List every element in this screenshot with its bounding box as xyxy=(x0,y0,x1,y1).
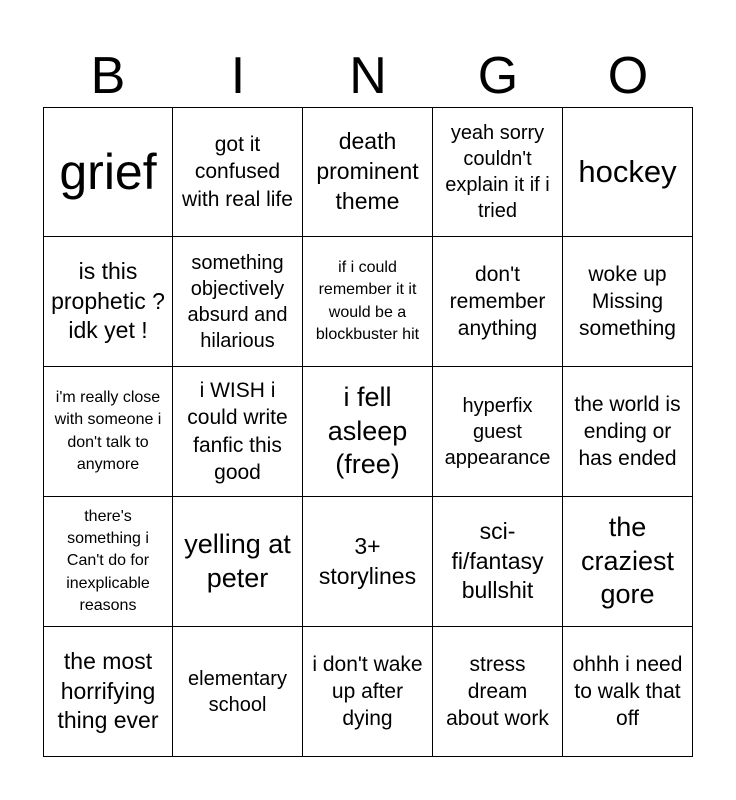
bingo-cell-n4[interactable] xyxy=(303,497,433,627)
bingo-cell-b1[interactable] xyxy=(43,107,173,237)
header-letter-g: G xyxy=(477,47,519,105)
cell-text: stress dream about work xyxy=(446,652,549,731)
cell-text: death prominent theme xyxy=(316,128,419,214)
bingo-cell-i5[interactable] xyxy=(173,627,303,757)
bingo-cell-o5[interactable] xyxy=(563,627,693,757)
cell-text: ohhh i need to walk that off xyxy=(572,652,683,731)
cell-text: 3+ storylines xyxy=(318,532,417,589)
cell-text: something objectively absurd and hilarious xyxy=(187,251,288,352)
bingo-cell-o1[interactable] xyxy=(563,107,693,237)
bingo-cell-b4[interactable] xyxy=(43,497,173,627)
bingo-cell-b5[interactable] xyxy=(43,627,173,757)
cell-text: woke up Missing something xyxy=(579,262,676,341)
bingo-cell-g2[interactable] xyxy=(433,237,563,367)
bingo-cell-b2[interactable] xyxy=(43,237,173,367)
cell-text: the most horrifying thing ever xyxy=(57,647,159,734)
bingo-cell-i2[interactable] xyxy=(173,237,303,367)
header-letter-b: B xyxy=(90,47,126,105)
bingo-cell-g1[interactable] xyxy=(433,107,563,237)
header-letter-o: O xyxy=(607,47,649,105)
cell-text: don't remember anything xyxy=(449,262,546,341)
cell-text: there's something i Can't do for inexplicable reasons xyxy=(66,507,150,615)
bingo-cell-o3[interactable] xyxy=(563,367,693,497)
bingo-grid xyxy=(43,107,693,757)
bingo-cell-i1[interactable] xyxy=(173,107,303,237)
cell-text: elementary school xyxy=(188,667,287,716)
bingo-cell-n1[interactable] xyxy=(303,107,433,237)
cell-text: the craziest gore xyxy=(580,511,675,610)
bingo-cell-i3[interactable] xyxy=(173,367,303,497)
header-letter-n: N xyxy=(349,47,387,105)
cell-text: i'm really close with someone i don't talk to anymore xyxy=(54,388,162,473)
cell-text: if i could remember it it would be a blockbuster hit xyxy=(315,258,420,343)
cell-text: sci-fi/fantasy bullshit xyxy=(451,517,544,604)
cell-text: hockey xyxy=(578,153,677,189)
bingo-cell-b3[interactable] xyxy=(43,367,173,497)
cell-text: the world is ending or has ended xyxy=(574,392,681,471)
bingo-cell-n3[interactable] xyxy=(303,367,433,497)
cell-text: yelling at peter xyxy=(184,528,291,593)
bingo-cell-o4[interactable] xyxy=(563,497,693,627)
cell-text: yeah sorry couldn't explain it if i tried xyxy=(445,122,550,222)
cell-text: grief xyxy=(59,143,157,200)
cell-text: i don't wake up after dying xyxy=(312,652,423,731)
bingo-cell-g4[interactable] xyxy=(433,497,563,627)
cell-text: is this prophetic ? idk yet ! xyxy=(51,257,165,344)
bingo-cell-g5[interactable] xyxy=(433,627,563,757)
bingo-cell-g3[interactable] xyxy=(433,367,563,497)
cell-text: got it confused with real life xyxy=(182,133,293,211)
cell-text: i fell asleep (free) xyxy=(327,381,408,480)
bingo-cell-n2[interactable] xyxy=(303,237,433,367)
bingo-cell-o2[interactable] xyxy=(563,237,693,367)
cell-text: i WISH i could write fanfic this good xyxy=(187,378,288,484)
bingo-cell-n5[interactable] xyxy=(303,627,433,757)
bingo-cell-i4[interactable] xyxy=(173,497,303,627)
bingo-header xyxy=(43,45,693,107)
header-letter-i: I xyxy=(230,47,246,105)
cell-text: hyperfix guest appearance xyxy=(444,394,551,469)
